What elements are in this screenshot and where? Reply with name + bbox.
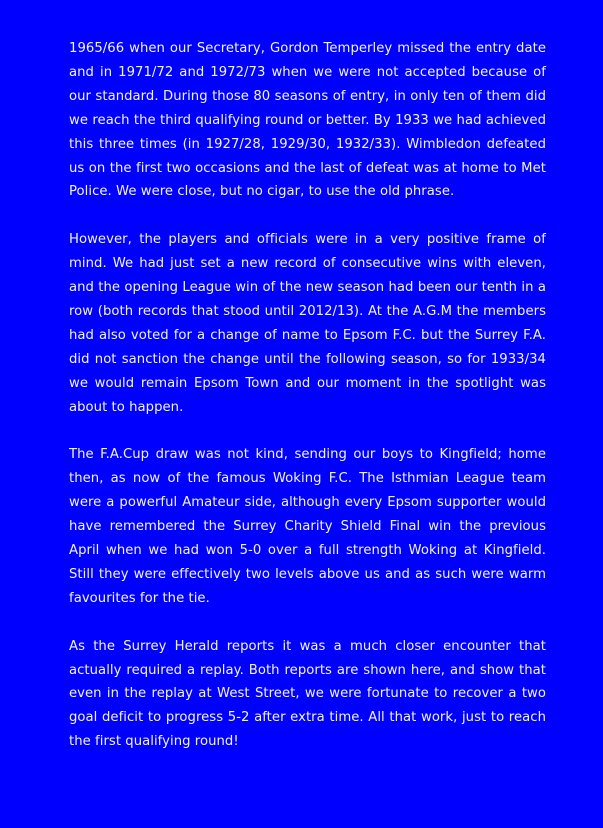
paragraph-fa-cup-entry-history: 1965/66 when our Secretary, Gordon Temperley missed the entry date and in 1971/72 and 1972/73 when we were not accepted because of our standard. During those 80 seasons of entry, in only ten of them did we reach the third qualifying round or better. By 1933 we had achieved this three times (in 1927/28, 1929/30, 1932/33). Wimbledon defeated us on the first two occasions and the last of defeat was at home to Met Police. We were close, but no cigar, to use the old phrase. (69, 41, 546, 200)
article-body (69, 37, 546, 754)
paragraph-replay-result: As the Surrey Herald reports it was a much closer encounter that actually required a replay. Both reports are shown here, and show that even in the replay at West Street, we were fortunate to recover a two goal deficit to progress 5-2 after extra time. All that work, just to reach the first qualifying round! (69, 638, 546, 750)
paragraph-kingfield-draw: The F.A.Cup draw was not kind, sending our boys to Kingfield; home then, as now of the famous Woking F.C. The Isthmian League team were a powerful Amateur side, although every Epsom supporter would have remembered the Surrey Charity Shield Final win the previous April when we had won 5-0 over a full strength Woking at Kingfield. Still they were effectively two levels above us and as such were warm favourites for the tie. (69, 447, 546, 606)
paragraph-record-wins-and-name-change: However, the players and officials were in a very positive frame of mind. We had just set a new record of consecutive wins with eleven, and the opening League win of the new season had been our tenth in a row (both records that stood until 2012/13). At the A.G.M the members had also voted for a change of name to Epsom F.C. but the Surrey F.A. did not sanction the change until the following season, so for 1933/34 we would remain Epsom Town and our moment in the spotlight was about to happen. (69, 232, 546, 415)
